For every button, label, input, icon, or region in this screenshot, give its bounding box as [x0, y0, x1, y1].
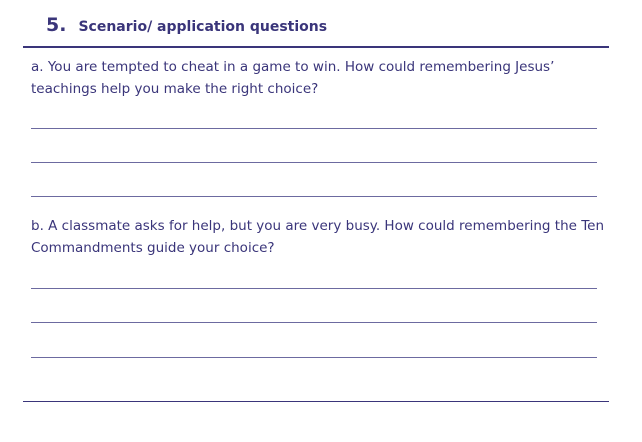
- answer-line-b3[interactable]: [31, 357, 597, 358]
- answer-line-b1[interactable]: [31, 288, 597, 289]
- question-b: b. A classmate asks for help, but you are very busy. How could remembering the Ten Commandments guide your choice?: [31, 218, 605, 256]
- answer-line-a2[interactable]: [31, 162, 597, 163]
- answer-line-a3[interactable]: [31, 196, 597, 197]
- section-header: [46, 14, 327, 36]
- answer-line-b2[interactable]: [31, 322, 597, 323]
- section-number: 5.: [46, 14, 67, 36]
- section-title: Scenario/ application questions: [78, 19, 328, 35]
- answer-line-a1[interactable]: [31, 128, 597, 129]
- top-divider: [23, 46, 609, 48]
- bottom-divider: [23, 401, 609, 402]
- question-a: a. You are tempted to cheat in a game to win. How could remembering Jesus’ teachings help you make the right choice?: [31, 59, 555, 97]
